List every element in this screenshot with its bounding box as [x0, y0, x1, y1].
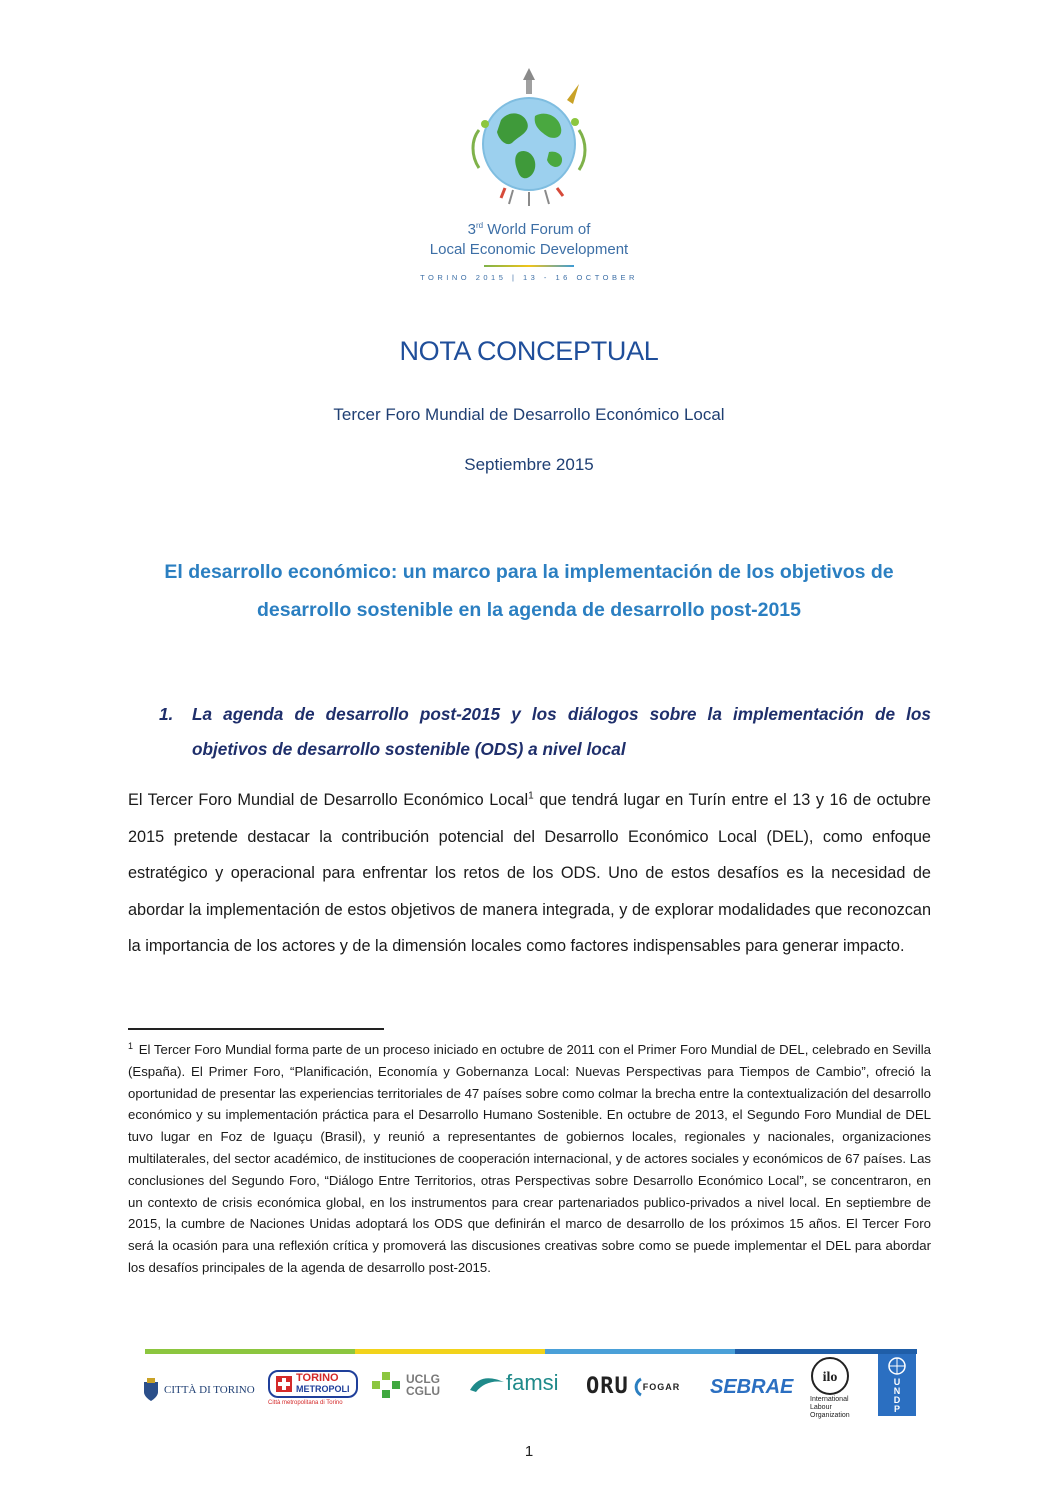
section-heading — [159, 697, 931, 767]
logo-divider — [484, 265, 574, 267]
footnote-marker: 1 — [128, 1040, 134, 1051]
metropoli-crest-icon — [276, 1376, 292, 1392]
partner-logos — [140, 1358, 930, 1438]
document-subtitle: Tercer Foro Mundial de Desarrollo Económico Local — [333, 405, 725, 424]
footnote: $^1$ El Tercer Foro Mundial forma parte de un proceso iniciado en octubre de 2011 con el Primer Foro Mundial de DEL, celebrado en Sevilla (España). El Primer Foro, “Planificación, Economía y Gobernanza Local: Nuevas Perspectivas para Tiempos de Cambio”, ofreció la oportunidad de presentar las experiencias territoriales de 47 países sobre como colmar la brecha entre la contextualización del desarrollo económico y su implementación práctica para el Desarrollo Humano Sostenible. En octubre de 2013, el Segundo Foro Mundial de DEL tuvo lugar en Foz de Iguaçu (Brasil), y reunió a representantes de gobiernos locales, regionales y nacionales, organizaciones multilaterales, del sector académico, de instituciones de cooperación internacional, y de actores sociales y económicos de 67 países. Las conclusiones del Segundo Foro, “Diálogo Entre Territorios, otras Perspectivas sobre Desarrollo Económico Local”, se concentraron, en un contexto de crisis económica global, en los instrumentos para crear partenariados publico-privados a nivel local. En septiembre de 2015, la cumbre de Naciones Unidas adoptará los ODS que definirán el marco de desarrollo de los próximos 15 años. El Tercer Foro será la ocasión para una reflexión crítica y promoverá las discusiones creativas sobre como se puede implementar el DEL para abordar los desafíos principales de la agenda de desarrollo post-2015. — [128, 1040, 931, 1275]
svg-text:ilo: ilo — [822, 1370, 838, 1385]
logo-uclg-cglu: UCLG CGLU — [372, 1372, 440, 1398]
page-number: 1 — [524, 1443, 534, 1460]
logo-title-line1: 3rd World Forum of — [467, 221, 591, 238]
body-paragraph: El Tercer Foro Mundial de Desarrollo Económico Local$^1$ que tendrá lugar en Turín entre el 13 y 16 de octubre 2015 pretende destacar la contribución potencial del Desarrollo Económico Local (DEL), como enfoque estratégico y operacional para enfrentar los retos de los ODS. Uno de estos desafíos es la necesidad de abordar la implementación de estos objetivos de manera integrada, y de explorar modalidades que reconozcan la importancia de los actores y de la dimensión locales como factores indispensables para generar impacto. — [128, 790, 931, 956]
torino-crest-icon — [142, 1378, 160, 1402]
logo-famsi: famsi — [470, 1370, 559, 1396]
globe-logo-icon — [449, 60, 609, 212]
document-title: NOTA CONCEPTUAL — [399, 336, 659, 366]
logo-dates: TORINO 2015 | 13 - 16 OCTOBER — [420, 273, 638, 282]
uclg-squares-icon — [372, 1372, 402, 1398]
logo-sebrae: SEBRAE — [710, 1376, 794, 1398]
ilo-emblem-icon — [810, 1356, 850, 1396]
logo-oru-fogar: ORU FOGAR — [586, 1374, 681, 1399]
footnote-reference: 1 — [528, 790, 534, 802]
un-emblem-icon — [887, 1356, 907, 1376]
section-number: 1. — [159, 704, 174, 724]
forum-logo — [0, 60, 1058, 282]
section-title: La agenda de desarrollo post-2015 y los diálogos sobre la implementación de los objetivos de desarrollo sostenible (ODS) a nivel local — [192, 704, 931, 759]
logo-title-line2: Local Economic Development — [429, 241, 629, 258]
oru-arc-icon — [629, 1377, 643, 1397]
logo-citta-di-torino: CITTÀ DI TORINO — [142, 1378, 255, 1402]
document-date: Septiembre 2015 — [464, 455, 594, 474]
famsi-wave-icon — [470, 1372, 504, 1394]
document-headline: El desarrollo económico: un marco para la implementación de los objetivos de desarrollo sostenible en la agenda de desarrollo post-2015 — [164, 561, 894, 621]
footnote-divider — [128, 1028, 384, 1030]
logo-ilo: ilo International Labour Organization — [810, 1356, 850, 1420]
logo-undp: UNDP — [878, 1354, 916, 1416]
footer-color-bar — [145, 1349, 917, 1354]
logo-torino-metropoli: TORINO METROPOLI Città metropolitana di Torino — [268, 1370, 358, 1406]
